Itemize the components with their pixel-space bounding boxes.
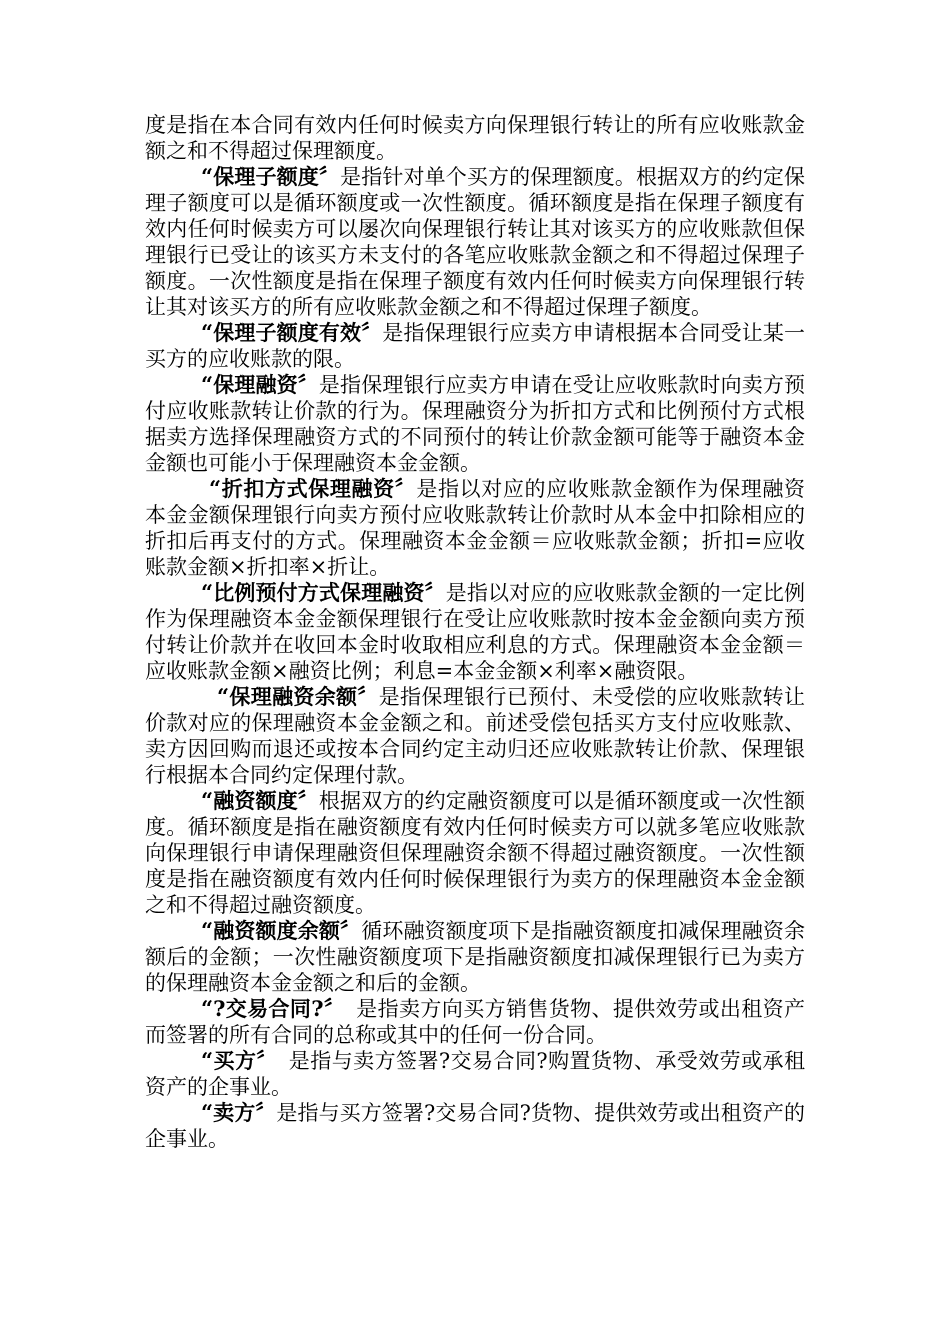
definition-financing-limit <box>145 788 805 918</box>
definition-text: 是指与买方签署?交易合同?货物、提供效劳或出租资产的企事业。 <box>145 1101 805 1151</box>
definition-text: 是指卖方向买方销售货物、提供效劳或出租资产而签署的所有合同的总称或其中的任何一份合同。 <box>145 997 805 1047</box>
defined-term: “?交易合同?〞 <box>201 996 335 1021</box>
definition-text: 是指针对单个买方的保理额度。根据双方的约定保理子额度可以是循环额度或一次性额度。循环额度是指在保理子额度有效内任何时候卖方可以屡次向保理银行转让其对该买方的应收账款但保理银行已受让的该买方未支付的各笔应收账款金额之和不得超过保理子额度。一次性额度是指在保理子额度有效内任何时候卖方向保理银行转让其对该买方的所有应收账款金额之和不得超过保理子额度。 <box>145 165 805 319</box>
definition-factoring-financing <box>145 372 805 476</box>
definition-trade-contract <box>145 996 805 1048</box>
definition-seller <box>145 1100 805 1152</box>
defined-term: “比例预付方式保理融资〞 <box>201 580 446 605</box>
definition-text: 是指保理银行应卖方申请在受让应收账款时向卖方预付应收账款转让价款的行为。保理融资分为折扣方式和比例预付方式根据卖方选择保理融资方式的不同预付的转让价款金额可能等于融资本金金额也可能小于保理融资本金金额。 <box>145 373 805 475</box>
definition-text: 是指以对应的应收账款金额的一定比例作为保理融资本金金额保理银行在受让应收账款时按本金金额向卖方预付转让价款并在收回本金时收取相应利息的方式。保理融资本金金额＝应收账款金额×融资比例；利息=本金金额×利率×融资限。 <box>145 581 806 683</box>
defined-term: “折扣方式保理融资〞 <box>209 476 417 501</box>
definition-text: 是指与卖方签署?交易合同?购置货物、承受效劳或承租资产的企事业。 <box>145 1049 805 1099</box>
defined-term: “卖方〞 <box>201 1100 277 1125</box>
definition-text: 是指保理银行应卖方申请根据本合同受让某一买方的应收账款的限。 <box>145 321 805 371</box>
defined-term: “保理子额度有效〞 <box>201 320 383 345</box>
definition-text: 是指保理银行已预付、未受偿的应收账款转让价款对应的保理融资本金金额之和。前述受偿包括买方支付应收账款、卖方因回购而退还或按本合同约定主动归还应收账款转让价款、保理银行根据本合同约定保理付款。 <box>145 685 805 787</box>
definition-buyer <box>145 1048 805 1100</box>
paragraph-continuation <box>145 112 805 164</box>
defined-term: “融资额度〞 <box>201 788 319 813</box>
definition-discount-financing <box>145 476 805 580</box>
paragraph-text: 度是指在本合同有效内任何时候卖方向保理银行转让的所有应收账款金额之和不得超过保理额度。 <box>145 113 805 163</box>
document-body <box>145 112 805 1152</box>
defined-term: “保理子额度〞 <box>201 164 341 189</box>
definition-text: 是指以对应的应收账款金额作为保理融资本金金额保理银行向卖方预付应收账款转让价款时从本金中扣除相应的折扣后再支付的方式。保理融资本金金额＝应收账款金额；折扣=应收账款金额×折扣率×折让。 <box>145 477 805 579</box>
definition-proportional-financing <box>145 580 805 684</box>
definition-financing-balance <box>145 684 805 788</box>
definition-text: 根据双方的约定融资额度可以是循环额度或一次性额度。循环额度是指在融资额度有效内任何时候卖方可以就多笔应收账款向保理银行申请保理融资但保理融资余额不得超过融资额度。一次性额度是指在融资额度有效内任何时候保理银行为卖方的保理融资本金金额之和不得超过融资额度。 <box>145 789 805 917</box>
definition-sub-limit-validity <box>145 320 805 372</box>
definition-text: 循环融资额度项下是指融资额度扣减保理融资余额后的金额；一次性融资额度项下是指融资额度扣减保理银行已为卖方的保理融资本金金额之和后的金额。 <box>145 919 805 995</box>
defined-term: “保理融资余额〞 <box>217 684 379 709</box>
definition-factoring-sub-limit <box>145 164 805 320</box>
definition-financing-limit-balance <box>145 918 805 996</box>
defined-term: “保理融资〞 <box>201 372 319 397</box>
defined-term: “买方〞 <box>201 1048 268 1073</box>
defined-term: “融资额度余额〞 <box>201 918 362 943</box>
